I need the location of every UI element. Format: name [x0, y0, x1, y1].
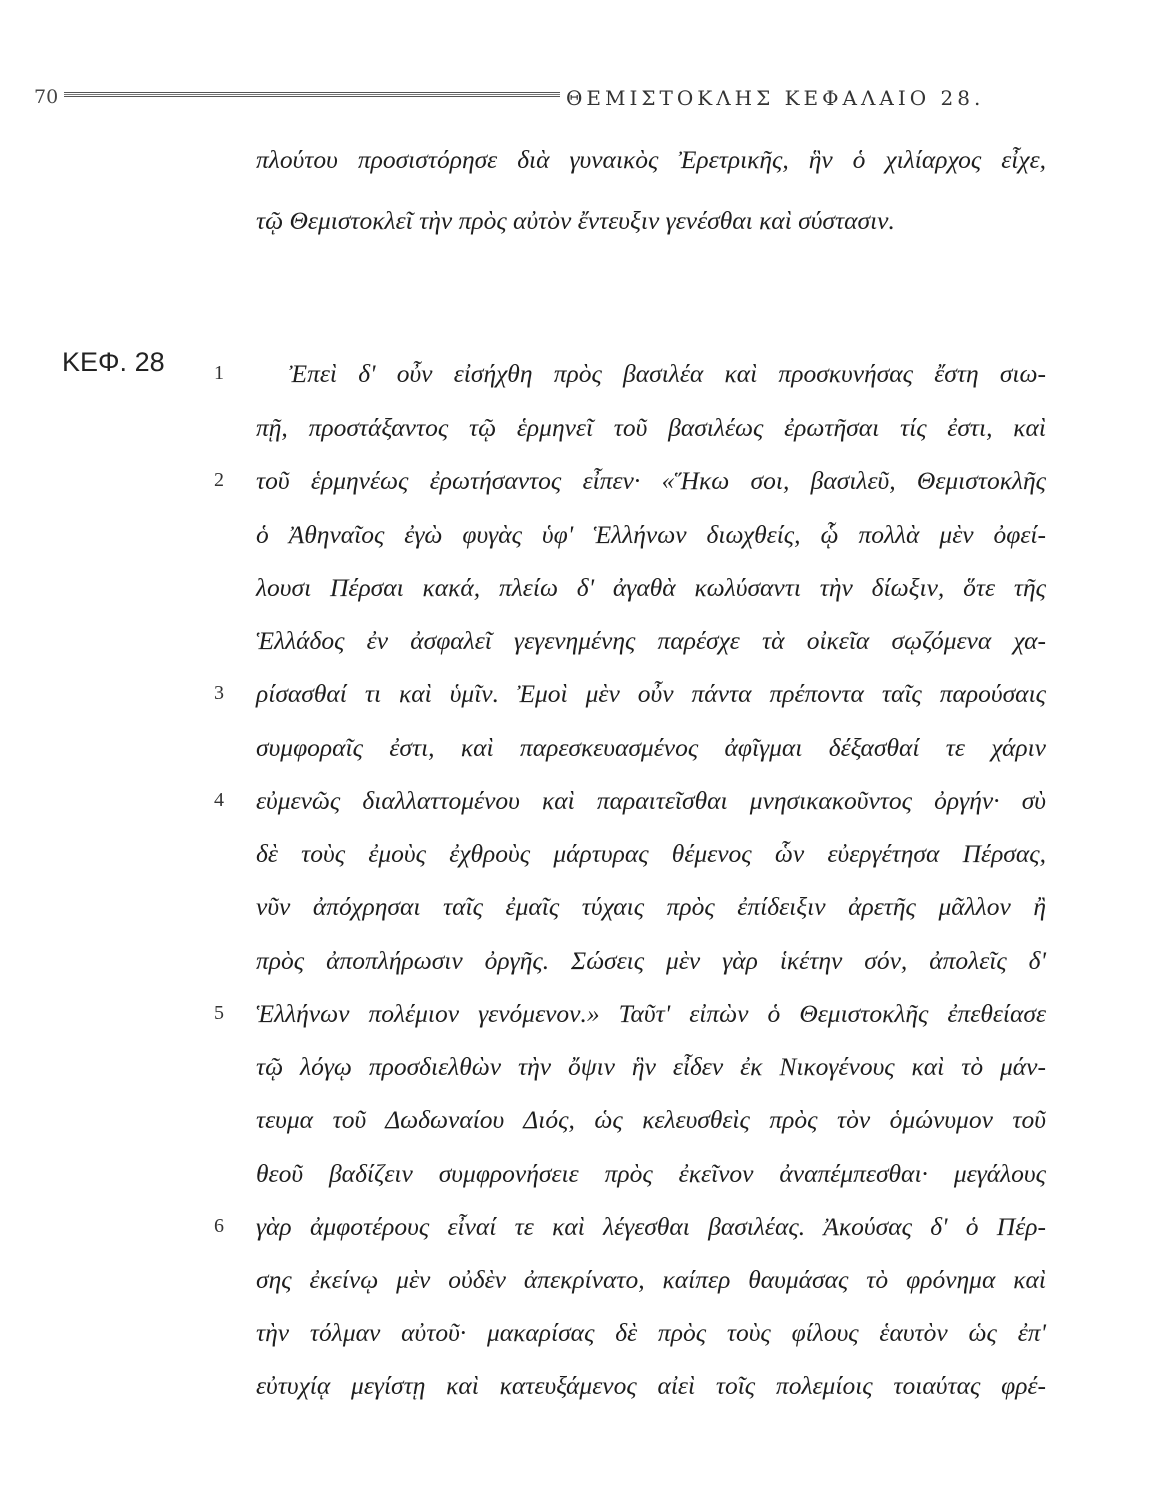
text-line: Ἑλλήνων πολέμιον γενόμενον.» Ταῦτ' εἰπὼν ὁ Θεμιστοκλῆς ἐπεθείασε — [256, 999, 1046, 1028]
text-line: νῦν ἀπόχρησαι ταῖς ἐμαῖς τύχαις πρὸς ἐπίδειξιν ἀρετῆς μᾶλλον ἢ — [256, 892, 1046, 921]
text-line: εὐτυχίᾳ μεγίστῃ καὶ κατευξάμενος αἰεὶ τοῖς πολεμίοις τοιαύτας φρέ- — [256, 1371, 1046, 1400]
margin-number: 6 — [214, 1215, 224, 1237]
text-line: πλούτου προσιστόρησε διὰ γυναικὸς Ἐρετρικῆς, ἣν ὁ χιλίαρχος εἶχε, — [256, 145, 1046, 174]
text-line: ὁ Ἀθηναῖος ἐγὼ φυγὰς ὑφ' Ἑλλήνων διωχθείς, ᾧ πολλὰ μὲν ὀφεί- — [256, 520, 1046, 549]
running-head: ΘΕΜΙΣΤΟΚΛΗΣ ΚΕΦΑΛΑΙΟ 28. — [566, 86, 985, 110]
text-line: σης ἐκείνῳ μὲν οὐδὲν ἀπεκρίνατο, καίπερ θαυμάσας τὸ φρόνημα καὶ — [256, 1265, 1046, 1294]
text-line: Ἑλλάδος ἐν ἀσφαλεῖ γεγενημένης παρέσχε τὰ οἰκεῖα σῳζόμενα χα- — [256, 626, 1046, 655]
text-line: πῇ, προστάξαντος τῷ ἑρμηνεῖ τοῦ βασιλέως ἐρωτῆσαι τίς ἐστι, καὶ — [256, 413, 1046, 442]
page-number: 70 — [34, 86, 59, 108]
text-line: δὲ τοὺς ἐμοὺς ἐχθροὺς μάρτυρας θέμενος ὧν εὐεργέτησα Πέρσας, — [256, 839, 1046, 868]
margin-number: 5 — [214, 1002, 224, 1024]
margin-number: 2 — [214, 469, 224, 491]
text-line: πρὸς ἀποπλήρωσιν ὀργῆς. Σώσεις μὲν γὰρ ἱκέτην σόν, ἀπολεῖς δ' — [256, 946, 1046, 975]
text-line: λουσι Πέρσαι κακά, πλείω δ' ἀγαθὰ κωλύσαντι τὴν δίωξιν, ὅτε τῆς — [256, 573, 1046, 602]
text-line: τῷ λόγῳ προσδιελθὼν τὴν ὄψιν ἣν εἶδεν ἐκ Νικογένους καὶ τὸ μάν- — [256, 1052, 1046, 1081]
text-line: συμφοραῖς ἐστι, καὶ παρεσκευασμένος ἀφῖγμαι δέξασθαί τε χάριν — [256, 733, 1046, 762]
header-rule — [64, 92, 560, 97]
text-line: εὐμενῶς διαλλαττομένου καὶ παραιτεῖσθαι μνησικακοῦντος ὀργήν· σὺ — [256, 786, 1046, 815]
text-line: θεοῦ βαδίζειν συμφρονήσειε πρὸς ἐκεῖνον ἀναπέμπεσθαι· μεγάλους — [256, 1159, 1046, 1188]
margin-number: 1 — [214, 362, 224, 384]
text-line: γὰρ ἀμφοτέρους εἶναί τε καὶ λέγεσθαι βασιλέας. Ἀκούσας δ' ὁ Πέρ- — [256, 1212, 1046, 1241]
text-line: τῷ Θεμιστοκλεῖ τὴν πρὸς αὐτὸν ἔντευξιν γενέσθαι καὶ σύστασιν. — [256, 206, 895, 235]
margin-number: 4 — [214, 789, 224, 811]
text-line: τευμα τοῦ Δωδωναίου Διός, ὡς κελευσθεὶς πρὸς τὸν ὁμώνυμον τοῦ — [256, 1105, 1046, 1134]
text-line: Ἐπεὶ δ' οὖν εἰσήχθη πρὸς βασιλέα καὶ προσκυνήσας ἔστη σιω- — [289, 359, 1046, 388]
text-line: ρίσασθαί τι καὶ ὑμῖν. Ἐμοὶ μὲν οὖν πάντα πρέποντα ταῖς παρούσαις — [256, 679, 1046, 708]
header-rule-inner — [64, 94, 560, 95]
text-line: τοῦ ἑρμηνέως ἐρωτήσαντος εἶπεν· «Ἥκω σοι, βασιλεῦ, Θεμιστοκλῆς — [256, 466, 1046, 495]
chapter-label: ΚΕΦ. 28 — [62, 347, 165, 377]
text-line: τὴν τόλμαν αὐτοῦ· μακαρίσας δὲ πρὸς τοὺς φίλους ἑαυτὸν ὡς ἐπ' — [256, 1318, 1046, 1347]
margin-number: 3 — [214, 682, 224, 704]
